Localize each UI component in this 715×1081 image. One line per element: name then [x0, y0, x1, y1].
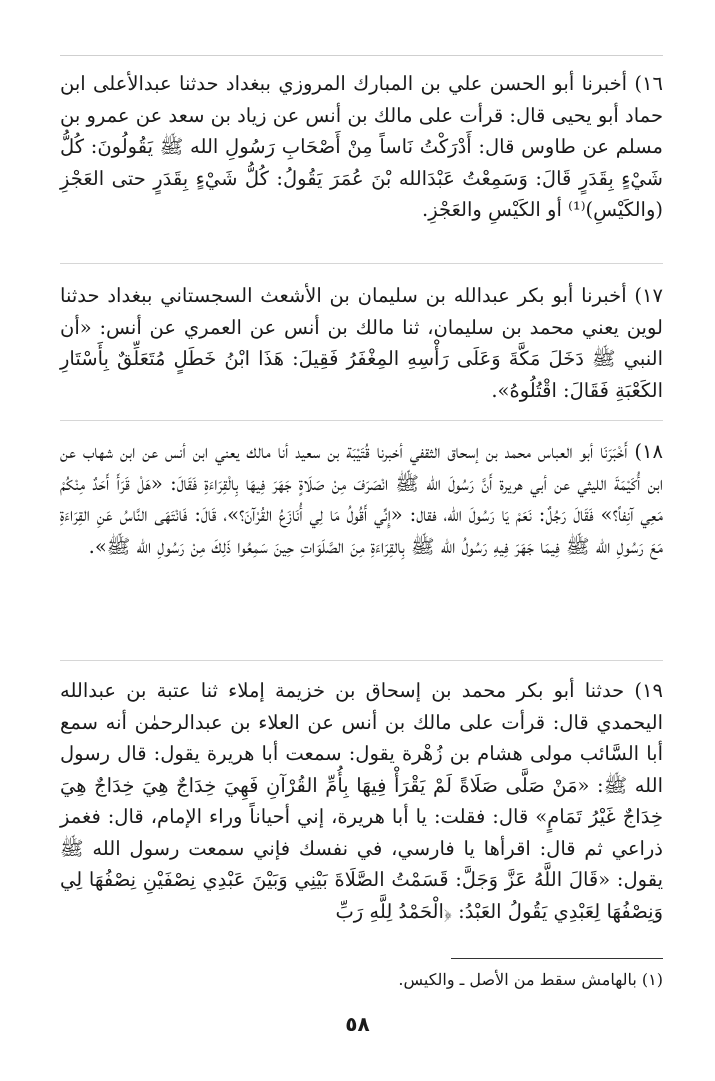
section-separator [60, 263, 663, 264]
hadith-16-text: ١٦) أخبرنا أبو الحسن علي بن المبارك المروزي ببغداد حدثنا عبدالأعلى ابن حماد أبو يحيى قال: قرأت على مالك بن أنس عن زياد بن سعد عن عمرو بن مسلم عن طاوس قال: أَدْرَكْتُ نَاساً مِنْ أَصْحَابِ رَسُولِ الله ﷺ يَقُولُونَ: كُلُّ شَيْءٍ بِقَدَرٍ قَالَ: وَسَمِعْتُ عَبْدَالله بْنَ عُمَرَ يَقُولُ: كُلُّ شَيْءٍ بِقَدَرٍ حتى العَجْزِ (والكَيْسِ)⁽¹⁾ أو الكَيْسِ والعَجْزِ. [60, 72, 663, 221]
footnote: (١) بالهامش سقط من الأصل ـ والكيس. [398, 970, 663, 989]
hadith-17 [60, 280, 663, 406]
hadith-18-text: ١٨) أَخْبَرَنَا أبو العباس محمد بن إسحاق الثقفي أخبرنا قُتَيْبَة بن سعيد أنا مالك يعني ابن أنس عن ابن شهاب عن ابن أُكَيْمَةَ الليثي عن أبي هريرة أَنَّ رَسُولَ الله ﷺ انْصَرَفَ مِنْ صَلَاةٍ جَهَرَ فِيهَا بِالْقِرَاءَةِ فَقَالَ: «هَلْ قَرَأَ أَحَدٌ مِنْكُمْ مَعِي آنِفاً؟» فَقَالَ رَجُلٌ: نَعَمْ يَا رَسُولَ الله، فقال: «إِنِّي أَقُولُ مَا لِي أُنَازَعُ القُرْآنَ؟»، قَالَ: فَانْتَهَى النَّاسُ عَنِ القِرَاءَةِ مَعَ رَسُولِ الله ﷺ فِيمَا جَهَرَ فِيهِ رَسُولُ الله ﷺ بِالقِرَاءَةِ مِنَ الصَّلَوَاتِ حِينَ سَمِعُوا ذَلِكَ مِنْ رَسُولِ الله ﷺ». [60, 440, 663, 558]
hadith-19 [60, 675, 663, 927]
hadith-18 [60, 436, 663, 562]
hadith-19-text: ١٩) حدثنا أبو بكر محمد بن إسحاق بن خزيمة إملاء ثنا عتبة بن عبدالله اليحمدي قال: قرأت على مالك بن أنس عن العلاء بن عبدالرحمٰن أنه سمع أبا السَّائب مولى هشام بن زُهْرة يقول: سمعت أبا هريرة يقول: قال رسول الله ﷺ: «مَنْ صَلَّى صَلَاةً لَمْ يَقْرَأْ فِيهَا بِأُمِّ القُرْآنِ فَهِيَ خِدَاجٌ هِيَ خِدَاجٌ هِيَ خِدَاجٌ غَيْرُ تَمَامٍ» قال: فقلت: يا أبا هريرة، إني أحياناً وراء الإمام، قال: فغمز ذراعي ثم قال: اقرأها يا فارسي، في نفسك فإني سمعت رسول الله ﷺ يقول: «قَالَ اللَّهُ عَزَّ وَجَلَّ: قَسَمْتُ الصَّلَاةَ بَيْنِي وَبَيْنَ عَبْدِي نِصْفَيْنِ نِصْفُهَا لِي وَنِصْفُهَا لِعَبْدِي يَقُولُ العَبْدُ: ﴿الْحَمْدُ لِلَّهِ رَبِّ [60, 679, 663, 923]
section-separator [60, 660, 663, 661]
header-rule [60, 55, 663, 56]
hadith-17-text: ١٧) أخبرنا أبو بكر عبدالله بن سليمان بن الأشعث السجستاني ببغداد حدثنا لوين يعني محمد بن سليمان، ثنا مالك بن أنس عن العمري عن أنس: «أن النبي ﷺ دَخَلَ مَكَّةَ وَعَلَى رَأْسِهِ المِغْفَرُ فَقِيلَ: هَذَا ابْنُ خَطَلٍ مُتَعَلِّقٌ بِأَسْتَارِ الكَعْبَةِ فَقَالَ: اقْتُلُوهُ». [60, 284, 663, 402]
page-number: ٥٨ [345, 1012, 370, 1036]
section-separator [60, 420, 663, 421]
footnote-rule [451, 958, 663, 959]
hadith-16 [60, 68, 663, 226]
